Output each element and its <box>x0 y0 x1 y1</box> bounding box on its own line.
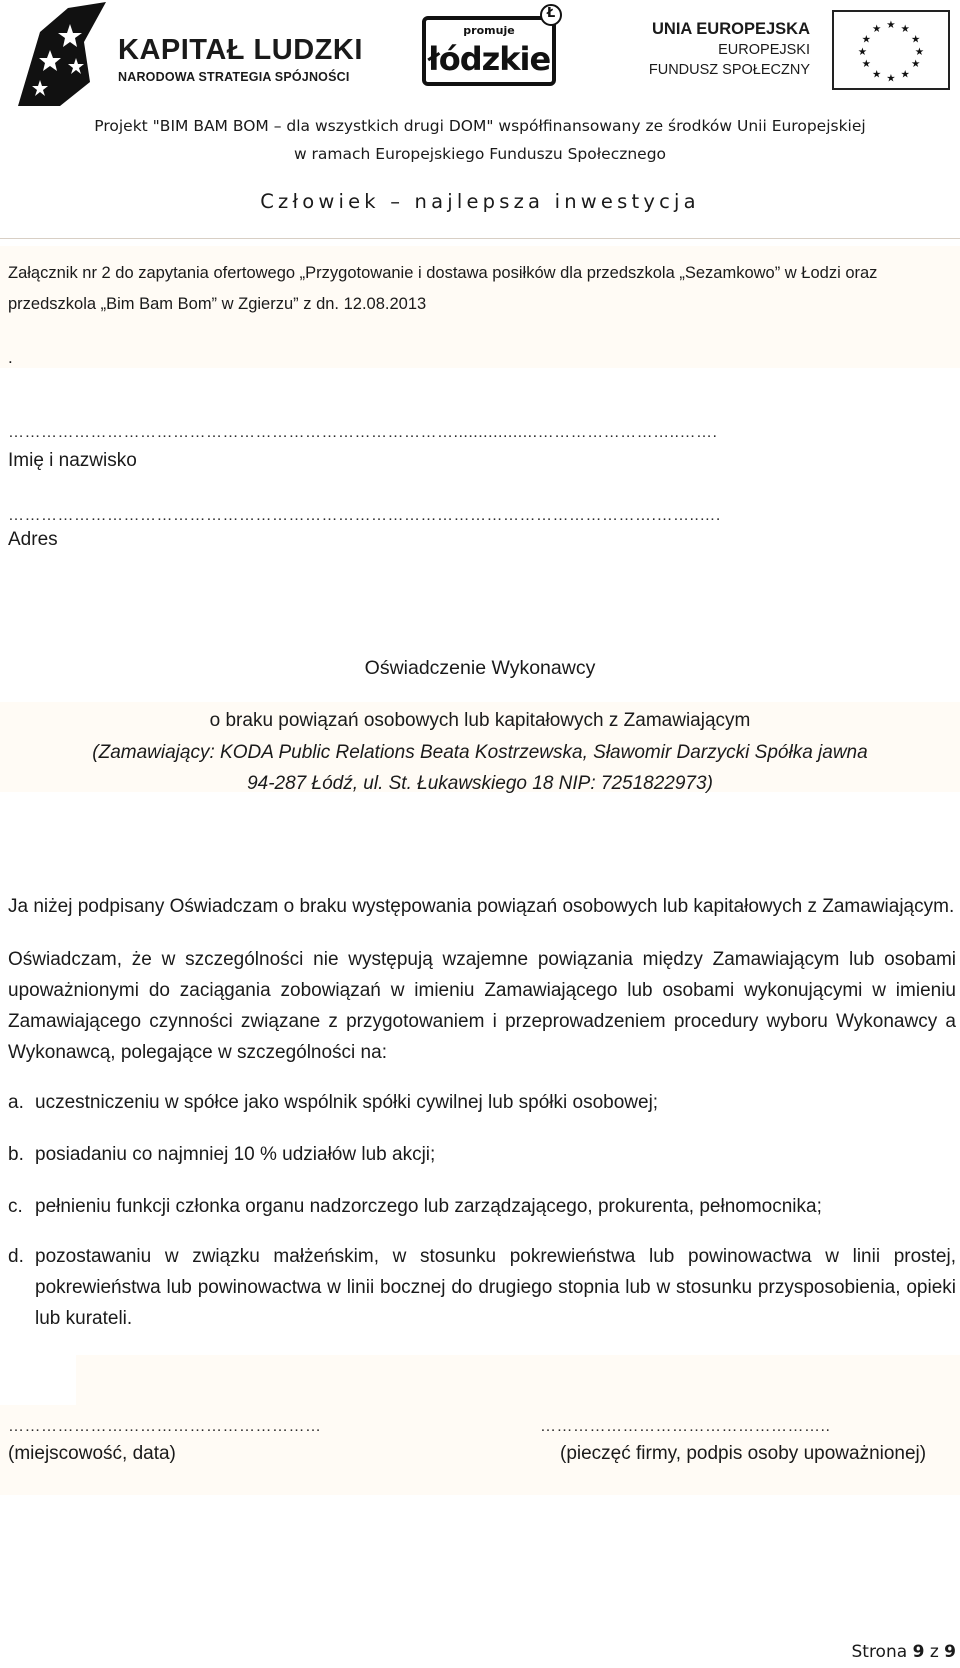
svg-text:★: ★ <box>872 22 882 35</box>
annex-line-2: przedszkola „Bim Bam Bom” w Zgierzu” z dn. 12.08.2013 <box>8 295 427 313</box>
signature-band-top <box>76 1355 960 1405</box>
annex-dot: . <box>8 348 13 367</box>
eu-flag-icon <box>832 10 950 90</box>
list-item-text: uczestniczeniu w spółce jako wspólnik spółki cywilnej lub spółki osobowej; <box>35 1092 659 1113</box>
annex-line-1: Załącznik nr 2 do zapytania ofertowego „Przygotowanie i dostawa posiłków dla przedszkola „Sezamkowo” w Łodzi oraz <box>8 264 878 282</box>
contracting-authority-line-1: (Zamawiający: KODA Public Relations Beata Kostrzewska, Sławomir Darzycki Spółka jawna <box>92 742 868 763</box>
page-separator: z <box>929 1642 939 1662</box>
declaration-paragraph: Oświadczam, że w szczególności nie występują wzajemne powiązania między Zamawiającym lub osobami upoważnionymi do zaciągania zobowiązań w imieniu Zamawiającego lub osobami wykonującymi w imieniu Zamawiającego czynności związane z przygotowaniem i przeprowadzeniem procedury wyboru Wykonawcy a Wykonawcą, polegające w szczególności na: <box>8 949 956 1063</box>
name-dotted-line: ……………………………………………………………………….................……………………..……. <box>8 424 718 441</box>
list-item-text: posiadaniu co najmniej 10 % udziałów lub akcji; <box>35 1144 436 1165</box>
svg-text:★: ★ <box>911 33 921 46</box>
list-item-text: pełnieniu funkcji członka organu nadzorczego lub zarządzającego, prokurenta, pełnomocnika; <box>35 1196 822 1217</box>
lodzkie-frame <box>422 16 556 86</box>
address-dotted-line: ……………………………………………………………………………………………………….……..…. <box>8 507 721 524</box>
kapital-ludzki-title: KAPITAŁ LUDZKI <box>118 34 363 66</box>
project-line-1: Projekt "BIM BAM BOM – dla wszystkich drugi DOM" współfinansowany ze środków Unii Europejskiej <box>94 117 866 135</box>
list-item-text: pozostawaniu w związku małżeńskim, w stosunku pokrewieństwa lub powinowactwa w linii prostej, pokrewieństwa lub powinowactwa w linii bocznej do drugiego stopnia lub w stosunku przysposobienia, opieki lub kurateli. <box>35 1246 956 1329</box>
declaration-title: Oświadczenie Wykonawcy <box>364 657 596 679</box>
svg-text:★: ★ <box>861 33 871 46</box>
motto: Człowiek – najlepsza inwestycja <box>260 190 700 213</box>
svg-text:★: ★ <box>914 45 925 58</box>
lodzkie-top-text: promuje <box>463 24 515 37</box>
lodzkie-badge-icon: Ł <box>540 4 562 26</box>
promuje-lodzkie-logo <box>422 4 568 88</box>
header-logos <box>0 0 960 110</box>
page-number <box>851 1642 956 1662</box>
svg-text:★: ★ <box>857 45 868 58</box>
page-current: 9 <box>912 1642 925 1662</box>
declaration-subtitle: o braku powiązań osobowych lub kapitałowych z Zamawiającym <box>209 710 751 731</box>
list-item <box>8 1241 956 1334</box>
list-item-letter: a. <box>8 1092 24 1113</box>
list-item-letter: d. <box>8 1246 24 1267</box>
list-item <box>8 1191 956 1222</box>
declaration-statement: Ja niżej podpisany Oświadczam o braku występowania powiązań osobowych lub kapitałowych z Zamawiającym. <box>8 896 955 917</box>
eu-line-2: FUNDUSZ SPOŁECZNY <box>648 62 810 78</box>
kapital-ludzki-mark-icon <box>10 2 110 110</box>
svg-text:★: ★ <box>872 68 882 81</box>
address-label: Adres <box>8 529 58 550</box>
svg-text:★: ★ <box>911 58 921 71</box>
svg-text:★: ★ <box>900 22 910 35</box>
list-item <box>8 1139 956 1170</box>
place-date-dotted-line: ………………………………………………… <box>8 1418 322 1435</box>
project-line-2: w ramach Europejskiego Funduszu Społecznego <box>293 145 667 163</box>
header-divider <box>0 238 960 239</box>
svg-text:★: ★ <box>886 19 896 32</box>
kapital-ludzki-logo <box>10 2 370 110</box>
list-item-letter: b. <box>8 1144 24 1165</box>
eu-line-1: EUROPEJSKI <box>718 42 810 58</box>
svg-text:★: ★ <box>900 68 910 81</box>
svg-text:★: ★ <box>886 72 896 85</box>
lodzkie-main-text: łódzkie <box>427 40 551 78</box>
svg-text:★: ★ <box>861 58 871 71</box>
signature-dotted-line: …………………………………………….. <box>540 1418 831 1435</box>
project-banner <box>0 112 960 168</box>
name-label: Imię i nazwisko <box>8 450 137 471</box>
page-total: 9 <box>944 1642 956 1662</box>
page-word: Strona <box>851 1642 908 1662</box>
list-item-letter: c. <box>8 1196 23 1217</box>
contracting-authority <box>0 737 960 799</box>
kapital-ludzki-subtitle: NARODOWA STRATEGIA SPÓJNOŚCI <box>118 70 350 84</box>
place-date-label: (miejscowość, data) <box>8 1443 176 1464</box>
eu-title: UNIA EUROPEJSKA <box>652 20 810 38</box>
annex-text <box>8 258 877 320</box>
signature-label: (pieczęć firmy, podpis osoby upoważnionej) <box>560 1443 927 1464</box>
eu-logo <box>640 10 950 90</box>
list-item <box>8 1087 956 1118</box>
contracting-authority-line-2: 94-287 Łódź, ul. St. Łukawskiego 18 NIP: 7251822973) <box>247 773 713 794</box>
